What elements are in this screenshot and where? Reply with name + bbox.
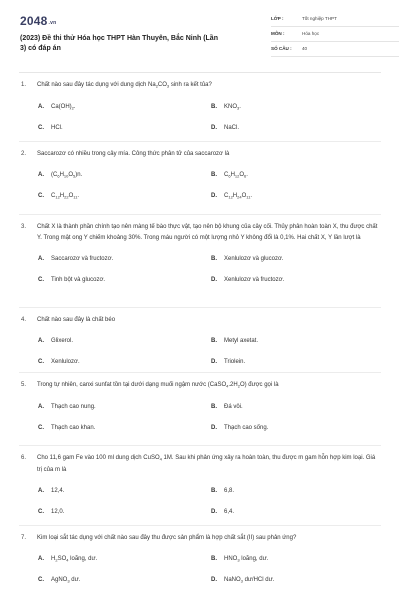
question-text: Chất nào sau đây tác dụng với dung dịch $Na_2CO_3$ sinh ra kết tủa? (37, 82, 212, 89)
logo-text: 2048 (20, 14, 48, 28)
option-letter: C. (38, 508, 44, 515)
option-letter: C. (38, 359, 44, 365)
option-letter: A. (38, 172, 44, 178)
question-stem (19, 533, 381, 544)
exam-title: (2023) Đề thi thử Hóa học THPT Hàn Thuyên, Bắc Ninh (Lần 3) có đáp án (20, 35, 218, 52)
option-letter: D. (211, 124, 217, 131)
option-c[interactable] (38, 575, 80, 586)
question-number: 6. (21, 455, 27, 461)
meta-value: 40 (302, 46, 308, 51)
question-divider (19, 525, 381, 526)
option-text: $C_6H_{12}O_6$. (224, 172, 248, 179)
option-text: Đá vôi. (224, 403, 243, 410)
question-4 (19, 315, 381, 368)
question-stem (19, 380, 381, 392)
meta-row-class (271, 12, 399, 27)
option-b[interactable] (211, 486, 234, 497)
question-7 (19, 533, 381, 586)
meta-key: LỚP : (271, 16, 284, 21)
option-text: $C_{12}H_{22}O_{11}$. (51, 193, 80, 200)
option-letter: D. (211, 359, 217, 365)
header-divider (19, 72, 381, 73)
option-a[interactable] (38, 554, 97, 565)
option-d[interactable] (211, 123, 239, 134)
meta-row-count (271, 42, 399, 57)
option-c[interactable] (38, 123, 63, 134)
option-text: 6,8. (224, 487, 235, 494)
option-text: Thạch cao nung. (51, 403, 96, 410)
answer-options (19, 548, 381, 586)
question-number: 1. (21, 82, 27, 88)
site-logo[interactable] (20, 14, 56, 28)
option-text: $H_2SO_4$ loãng, dư. (51, 556, 98, 563)
option-letter: A. (38, 256, 44, 262)
option-a[interactable] (38, 336, 73, 347)
option-text: AgNO$_3$ dư. (51, 577, 81, 584)
option-text: $KNO_3$. (224, 103, 241, 110)
question-text: Cho 11,6 gam Fe vào 100 ml dung dịch CuSO$_4$ 1M. Sau khi phản ứng xảy ra hoàn toàn, thu được m gam hỗn hợp kim loại. Giá trị của m là (37, 455, 376, 473)
option-text: Triolein. (224, 359, 246, 365)
question-text: Saccarozơ có nhiều trong cây mía. Công thức phân tử của saccarozơ là (37, 151, 230, 157)
option-text: $Ca(OH)_2$. (51, 103, 76, 110)
option-c[interactable] (38, 357, 80, 368)
option-letter: D. (211, 193, 217, 199)
exam-meta (271, 12, 399, 57)
option-text: Thạch cao khan. (51, 424, 96, 431)
option-letter: C. (38, 577, 44, 583)
logo-domain: .vn (48, 20, 57, 26)
question-number: 3. (21, 224, 27, 230)
option-text: Xenlulozơ. (51, 359, 80, 365)
option-d[interactable] (211, 507, 234, 518)
answer-options (19, 248, 381, 286)
option-d[interactable] (211, 357, 245, 368)
question-6 (19, 453, 381, 518)
option-text: Saccarozơ và fructozơ. (51, 256, 114, 262)
option-d[interactable] (211, 575, 274, 586)
option-b[interactable] (211, 254, 284, 265)
question-divider (19, 372, 381, 373)
option-letter: A. (38, 487, 44, 494)
answer-options (19, 480, 381, 518)
answer-options (19, 96, 381, 134)
option-a[interactable] (38, 254, 113, 265)
question-3 (19, 222, 381, 286)
option-text: HCl. (51, 124, 63, 131)
meta-value: Hóa học (302, 31, 320, 36)
question-divider (19, 141, 381, 142)
option-letter: A. (38, 556, 44, 562)
option-letter: C. (38, 277, 44, 283)
option-letter: B. (211, 403, 217, 410)
option-a[interactable] (38, 170, 82, 181)
question-stem (19, 222, 381, 244)
page-header (19, 0, 381, 72)
option-letter: D. (211, 424, 217, 431)
option-c[interactable] (38, 507, 64, 518)
option-a[interactable] (38, 402, 96, 413)
option-b[interactable] (211, 402, 243, 413)
question-stem (19, 453, 381, 476)
question-1 (19, 80, 381, 134)
option-c[interactable] (38, 275, 105, 286)
option-text: Tinh bột và glucozơ. (51, 277, 106, 283)
option-text: $C_{12}H_{24}O_{11}$. (224, 193, 253, 200)
option-d[interactable] (211, 275, 284, 286)
option-text: NaNO$_3$ dư/HCl dư. (224, 577, 275, 584)
meta-key: SỐ CÂU : (271, 46, 292, 51)
option-text: Xenlulozơ và glucozơ. (224, 256, 284, 262)
question-stem (19, 315, 381, 326)
question-number: 5. (21, 382, 27, 388)
option-text: Glixerol. (51, 338, 74, 344)
question-text: Chất nào sau đây là chất béo (37, 317, 116, 323)
question-text: Chất X là thành phần chính tạo nên màng tế bào thực vật, tạo nên bộ khung của cây cối. Thủy phân hoàn toàn X, thu được chất Y. Trong mật ong Y chiếm khoảng 30%. Trong máu người có một lượng nhỏ Y không đổi là 0,1%. Hai chất X, Y lần lượt là (37, 224, 378, 241)
question-number: 4. (21, 317, 27, 323)
option-letter: A. (38, 103, 44, 110)
question-text: Trong tự nhiên, canxi sunfat tồn tại dưới dạng muối ngậm nước $(CaSO_4.2H_2O)$ được gọi là (37, 382, 279, 389)
question-divider (19, 445, 381, 446)
option-b[interactable] (211, 336, 258, 347)
option-letter: C. (38, 424, 44, 431)
option-d[interactable] (211, 423, 268, 434)
question-text: Kim loại sắt tác dụng với chất nào sau đây thu được sản phẩm là hợp chất sắt (II) sau phản ứng? (37, 535, 297, 541)
option-b[interactable] (211, 170, 248, 181)
option-letter: C. (38, 124, 44, 131)
option-d[interactable] (211, 191, 252, 202)
option-letter: B. (211, 556, 217, 562)
question-stem (19, 149, 381, 160)
question-divider (19, 307, 381, 308)
question-divider (19, 214, 381, 215)
option-text: 12,0. (51, 508, 65, 515)
option-b[interactable] (211, 102, 241, 113)
question-5 (19, 380, 381, 434)
option-letter: A. (38, 403, 44, 410)
option-letter: A. (38, 338, 44, 344)
meta-row-subject (271, 27, 399, 42)
option-a[interactable] (38, 102, 76, 113)
option-text: NaCl. (224, 124, 240, 131)
option-letter: B. (211, 338, 217, 344)
option-letter: C. (38, 193, 44, 199)
question-stem (19, 80, 381, 92)
answer-options (19, 164, 381, 202)
option-letter: B. (211, 256, 217, 262)
option-text: Xenlulozơ và fructozơ. (224, 277, 285, 283)
option-letter: B. (211, 172, 217, 178)
option-text: 6,4. (224, 508, 235, 515)
option-a[interactable] (38, 486, 64, 497)
option-text: Thạch cao sống. (224, 424, 269, 431)
meta-key: MÔN : (271, 31, 285, 36)
answer-options (19, 330, 381, 368)
option-letter: D. (211, 577, 217, 583)
option-text: $HNO_3$ loãng, dư. (224, 556, 269, 563)
question-number: 2. (21, 151, 27, 157)
answer-options (19, 396, 381, 434)
option-text: $(C_6H_{10}O_5)n$. (51, 172, 83, 179)
option-c[interactable] (38, 423, 95, 434)
question-number: 7. (21, 535, 27, 541)
option-letter: D. (211, 508, 217, 515)
option-text: 12,4. (51, 487, 65, 494)
option-c[interactable] (38, 191, 79, 202)
option-letter: B. (211, 487, 217, 494)
option-letter: B. (211, 103, 217, 110)
option-letter: D. (211, 277, 217, 283)
option-b[interactable] (211, 554, 268, 565)
question-2 (19, 149, 381, 202)
meta-value: Tốt nghiệp THPT (302, 16, 337, 21)
option-text: Metyl axetat. (224, 338, 259, 344)
